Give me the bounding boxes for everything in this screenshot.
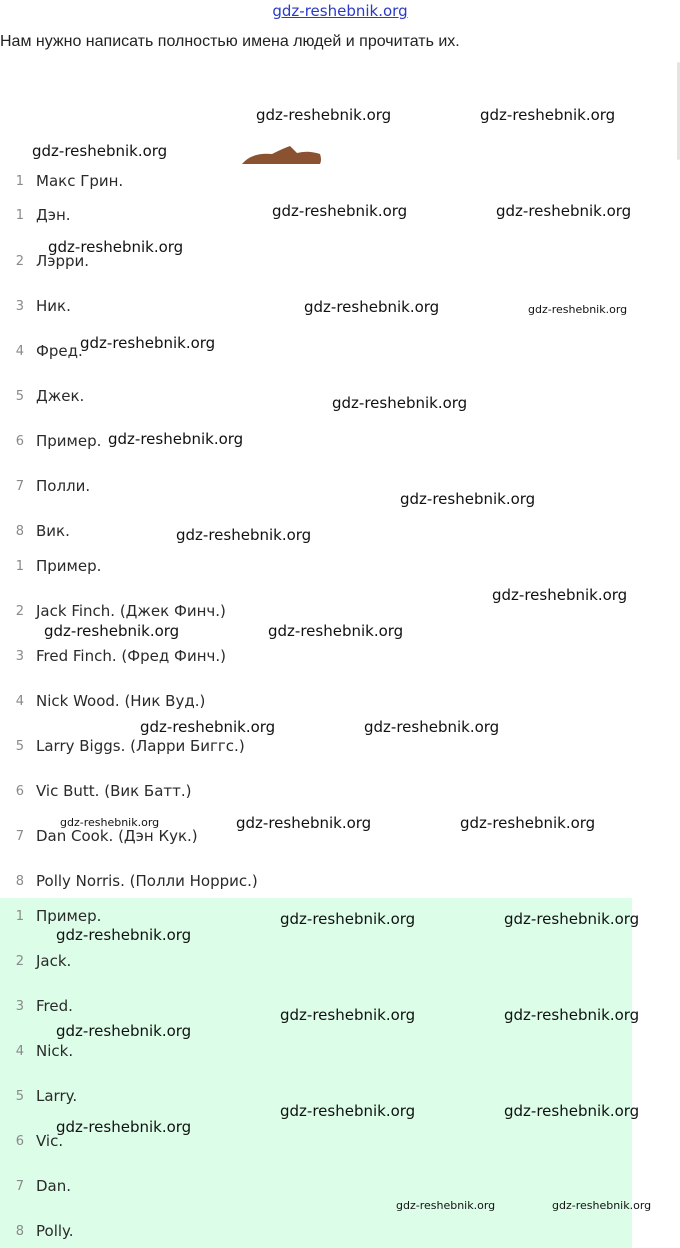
line-number: 6 [15,1133,24,1149]
line-number: 6 [15,433,24,449]
watermark: gdz-reshebnik.org [108,430,244,448]
watermark: gdz-reshebnik.org [256,106,392,124]
line-text: Larry. [36,1087,78,1105]
line-number: 5 [15,388,24,404]
watermark: gdz-reshebnik.org [304,298,440,316]
line-text: Макс Грин. [36,172,124,190]
watermark: gdz-reshebnik.org [56,1022,192,1040]
list-item [0,905,101,927]
line-text: Дэн. [36,206,71,224]
list-item [0,1175,71,1197]
list-item [0,600,226,622]
line-text: Ник. [36,297,71,315]
watermark: gdz-reshebnik.org [364,718,500,736]
line-text: Пример. [36,907,102,925]
line-text: Jack Finch. (Джек Финч.) [36,602,226,620]
list-item [0,520,70,542]
watermark: gdz-reshebnik.org [236,814,372,832]
line-number: 1 [15,173,24,189]
list-item [0,1040,73,1062]
list-item [0,385,84,407]
line-text: Fred. [36,997,73,1015]
line-number: 2 [15,953,24,969]
watermark: gdz-reshebnik.org [56,1118,192,1136]
list-item [0,1130,63,1152]
line-number: 7 [15,1178,24,1194]
list-item [0,170,123,192]
watermark: gdz-reshebnik.org [176,526,312,544]
watermark: gdz-reshebnik.org [332,394,468,412]
line-number: 7 [15,478,24,494]
line-text: Dan Cook. (Дэн Кук.) [36,827,198,845]
line-number: 7 [15,828,24,844]
line-number: 5 [15,1088,24,1104]
list-item [0,1085,77,1107]
watermark: gdz-reshebnik.org [280,910,416,928]
line-text: Larry Biggs. (Ларри Биггс.) [36,737,245,755]
list-item [0,430,101,452]
site-link[interactable]: gdz-reshebnik.org [272,2,408,20]
line-text: Jack. [36,952,72,970]
watermark: gdz-reshebnik.org [552,1199,652,1212]
watermark: gdz-reshebnik.org [32,142,168,160]
line-number: 1 [15,207,24,223]
highlight-band [0,898,632,1248]
line-number: 5 [15,738,24,754]
watermark: gdz-reshebnik.org [48,238,184,256]
list-item [0,295,71,317]
watermark: gdz-reshebnik.org [272,202,408,220]
line-number: 3 [15,998,24,1014]
watermark: gdz-reshebnik.org [60,816,160,829]
watermark: gdz-reshebnik.org [504,1006,640,1024]
watermark: gdz-reshebnik.org [528,303,628,316]
line-text: Пример. [36,557,102,575]
line-text: Пример. [36,432,102,450]
line-number: 8 [15,523,24,539]
watermark: gdz-reshebnik.org [268,622,404,640]
line-text: Polly. [36,1222,74,1240]
list-item [0,475,90,497]
line-text: Vic. [36,1132,64,1150]
watermark: gdz-reshebnik.org [44,622,180,640]
watermark: gdz-reshebnik.org [504,910,640,928]
watermark: gdz-reshebnik.org [496,202,632,220]
line-number: 2 [15,253,24,269]
line-text: Polly Norris. (Полли Норрис.) [36,872,258,890]
task-instruction: Нам нужно написать полностью имена людей и прочитать их. [0,33,460,50]
line-text: Dan. [36,1177,72,1195]
line-number: 2 [15,603,24,619]
list-item [0,995,73,1017]
line-text: Вик. [36,522,70,540]
line-number: 1 [15,908,24,924]
list-item [0,645,226,667]
watermark: gdz-reshebnik.org [492,586,628,604]
list-item [0,555,101,577]
list-item [0,690,205,712]
list-item [0,950,71,972]
line-number: 3 [15,298,24,314]
list-item [0,780,192,802]
line-text: Лэрри. [36,252,90,270]
line-number: 8 [15,873,24,889]
watermark: gdz-reshebnik.org [400,490,536,508]
line-number: 8 [15,1223,24,1239]
line-number: 3 [15,648,24,664]
watermark: gdz-reshebnik.org [396,1199,496,1212]
line-text: Фред. [36,342,83,360]
line-number: 4 [15,343,24,359]
line-text: Джек. [36,387,85,405]
line-text: Полли. [36,477,91,495]
list-item [0,340,83,362]
list-item [0,870,258,892]
line-text: Nick. [36,1042,74,1060]
line-text: Nick Wood. (Ник Вуд.) [36,692,206,710]
line-number: 4 [15,693,24,709]
watermark: gdz-reshebnik.org [480,106,616,124]
watermark: gdz-reshebnik.org [56,926,192,944]
line-number: 6 [15,783,24,799]
watermark: gdz-reshebnik.org [280,1006,416,1024]
list-item [0,1220,74,1242]
watermark: gdz-reshebnik.org [80,334,216,352]
illustration-fragment [242,144,322,164]
list-item [0,735,245,757]
line-text: Vic Butt. (Вик Батт.) [36,782,192,800]
watermark: gdz-reshebnik.org [504,1102,640,1120]
line-text: Fred Finch. (Фред Финч.) [36,647,226,665]
line-number: 4 [15,1043,24,1059]
line-number: 1 [15,558,24,574]
list-item [0,204,71,226]
watermark: gdz-reshebnik.org [140,718,276,736]
watermark: gdz-reshebnik.org [280,1102,416,1120]
watermark: gdz-reshebnik.org [460,814,596,832]
